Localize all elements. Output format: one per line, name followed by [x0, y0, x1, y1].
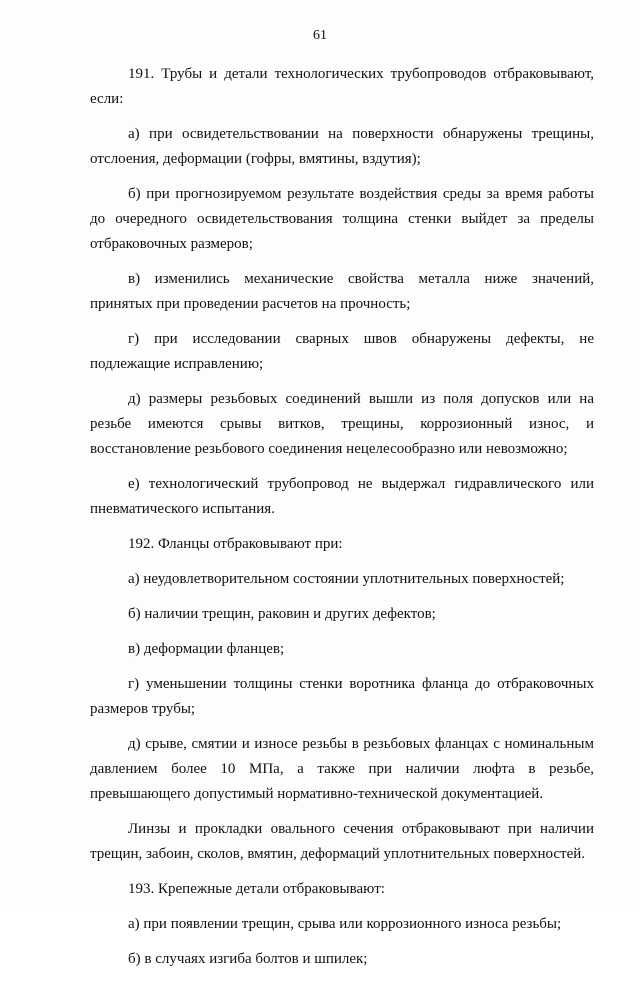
paragraph-193-b: б) в случаях изгиба болтов и шпилек; — [128, 951, 368, 967]
paragraph-191-b: б) при прогнозируемом результате воздействия среды за время работы до очередного освидетельствования толщина стенки выйдет за пределы отбраковочных размеров; — [90, 186, 594, 252]
paragraph-191-g: г) при исследовании сварных швов обнаружены дефекты, не подлежащие исправлению; — [90, 331, 594, 372]
paragraph-192-g: г) уменьшении толщины стенки воротника фланца до отбраковочных размеров трубы; — [90, 676, 594, 717]
paragraph-192-lenses: Линзы и прокладки овального сечения отбраковывают при наличии трещин, забоин, сколов, вмятин, деформаций уплотнительных поверхностей. — [90, 821, 594, 862]
document-body — [90, 62, 594, 982]
paragraph-192-d: д) срыве, смятии и износе резьбы в резьбовых фланцах с номинальным давлением более 10 МПа, а также при наличии люфта в резьбе, превышающего допустимый нормативно-технической документацией. — [90, 736, 594, 802]
paragraph-191-d: д) размеры резьбовых соединений вышли из поля допусков или на резьбе имеются срывы витков, трещины, коррозионный износ, и восстановление резьбового соединения нецелесообразно или невозможно; — [90, 391, 594, 457]
page-number: 61 — [313, 28, 327, 43]
paragraph-191-a: а) при освидетельствовании на поверхности обнаружены трещины, отслоения, деформации (гофры, вмятины, вздутия); — [90, 126, 594, 167]
paragraph-193: 193. Крепежные детали отбраковывают: — [128, 881, 385, 897]
paragraph-191: 191. Трубы и детали технологических трубопроводов отбраковывают, если: — [90, 66, 594, 107]
paragraph-192-v: в) деформации фланцев; — [128, 641, 285, 657]
paragraph-192: 192. Фланцы отбраковывают при: — [128, 536, 343, 552]
paragraph-193-a: а) при появлении трещин, срыва или коррозионного износа резьбы; — [128, 916, 562, 932]
paragraph-192-b: б) наличии трещин, раковин и других дефектов; — [128, 606, 436, 622]
paragraph-191-e: е) технологический трубопровод не выдержал гидравлического или пневматического испытания. — [90, 476, 594, 517]
paragraph-191-v: в) изменились механические свойства металла ниже значений, принятых при проведении расчетов на прочность; — [90, 271, 594, 312]
paragraph-192-a: а) неудовлетворительном состоянии уплотнительных поверхностей; — [128, 571, 565, 587]
